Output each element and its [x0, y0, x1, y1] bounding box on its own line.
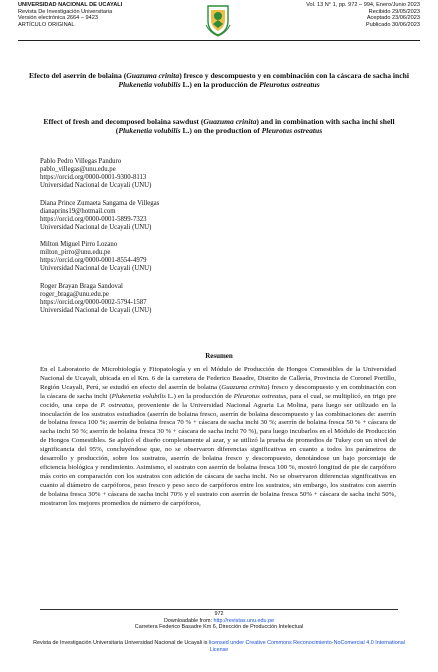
abstract-heading: Resumen: [205, 352, 233, 360]
author-email[interactable]: milton_pirro@unu.edu.pe: [40, 249, 111, 256]
author-affiliation: Universidad Nacional de Ucayali (UNU): [40, 182, 152, 189]
author-email[interactable]: roger_braga@unu.edu.pe: [40, 290, 109, 298]
abstract-species: Plukenetia volubilis: [111, 392, 166, 400]
license-link[interactable]: licensed under Creative Commons Reconocimiento-NoComercial 4.0 International License: [208, 640, 405, 653]
license-text: Revista de Investigación Universitaria Universidad Nacional de Ucayali is: [33, 640, 209, 646]
author-block: [40, 241, 400, 273]
title-en-species: Pleurotus ostreatus: [261, 126, 323, 136]
journal-url-link[interactable]: http://revistas.unu.edu.pe: [213, 617, 274, 624]
footer-divider: [40, 609, 398, 610]
title-english: [28, 117, 410, 136]
author-name: Milton Miguel Pirro Lozano: [40, 241, 118, 248]
author-affiliation: Universidad Nacional de Ucayali (UNU): [40, 265, 152, 272]
author-block: [40, 283, 400, 315]
author-orcid-link[interactable]: https://orcid.org/0000-0002-5794-1587: [40, 298, 147, 306]
accepted-date: Aceptado 23/06/2023: [366, 15, 420, 22]
author-email[interactable]: pablo_villegas@unu.edu.pe: [40, 166, 116, 173]
author-block: [40, 200, 400, 232]
received-date: Recibido 29/05/2023: [368, 8, 420, 15]
title-en-species: Guazuma crinita: [203, 117, 257, 126]
abstract-species: Guazuma crinita: [221, 383, 268, 391]
abstract-species: Pleurotus ostreatus: [233, 392, 287, 400]
abstract-text: ) fresco y descompuesto y en combinación con la cáscara de sacha inchi (: [40, 383, 397, 400]
author-name: Diana Prince Zumaeta Sangama de Villegas: [40, 199, 160, 207]
university-name: UNIVERSIDAD NACIONAL DE UCAYALI: [18, 2, 123, 8]
title-es-species: Guazuma crinita: [126, 71, 180, 80]
author-block: [40, 158, 400, 190]
journal-header-right: [245, 2, 420, 28]
abstract-text: , proveniente de la Universidad Nacional Agraria La Molina, para luego ser utilizado en la inoculación de los sustratos estudiados (aserrín de bolaina fresco, aserrín de bolaina descompuesto y las combinaciones de: aserrín de bolaina fresca 100 %; aserrín de bolaina fresca 70 % + cáscara de sacha inchi 30 %; aserrín de bolaina fresca 50 % + cáscara de sacha inchi 50 %; aserrín de bolaina fresca 30 % + cáscara de sacha inchi 70 %), para luego incubarlos en el Módulo de Producción de Hongos Comestibles. Se aplicó el diseño completamente al azar, y se utilizó la prueba de promedios de Tukey con un nivel de significancia del 95%, concluyéndose que, no se observaron diferencias significativas en cuanto a todos los parámetros de desarrollo y producción, sobre los sustratos, aserrín de bolaina fresco y descompuesto, denotándose un bajo porcentaje de eficiencia biológica y rendimiento. Asimismo, el sustrato con aserrín de bolaina fresca 100 %, mostró longitud de pie de carpóforo más corto en comparación con los sustratos con adición de cáscara de sacha inchi. No se observaron diferencias significativas en cuanto al diámetro de carpóforos, peso fresco y peso seco de carpóforos entre los sustratos, sin embargo, los sustratos con aserrín de bolaina fresca 30% + cáscara de sacha inchi 70% y el sustrato con aserrín de bolaina fresca 50% + cáscara de sacha inchi 50%, mostraron los mejores promedios de número de carpóforos,: [40, 401, 396, 507]
title-en-species: Plukenetia volubilis: [118, 126, 181, 136]
author-orcid-link[interactable]: https://orcid.org/0000-0001-9300-8113: [40, 174, 147, 181]
title-es-species: Plukenetia volubilis: [118, 80, 181, 90]
author-name: Pablo Pedro Villegas Panduro: [40, 158, 122, 165]
title-es-text: L.) en la producción de: [180, 80, 260, 90]
journal-header-left: [18, 2, 188, 28]
title-en-text: ) and in combination with sacha inchi shell (: [115, 117, 395, 136]
volume-info: Vol. 13 N° 1, pp. 972 – 994, Enero/Junio 2023: [306, 2, 420, 8]
title-en-text: L.) on the production of: [180, 126, 262, 136]
author-orcid-link[interactable]: https://orcid.org/0000-0001-8554-4979: [40, 257, 147, 264]
page-number: 972: [214, 611, 224, 617]
author-affiliation: Universidad Nacional de Ucayali (UNU): [40, 306, 152, 314]
header-divider: [18, 40, 420, 41]
title-en-text: Effect of fresh and decomposed bolaina sawdust (: [43, 117, 204, 126]
title-es-text: ) fresco y descompuesto y en combinación con la cáscara de sacha inchi: [179, 71, 409, 80]
published-date: Publicado 30/06/2023: [365, 21, 420, 28]
publisher-address: Carretera Federico Basadre Km 6, Dirección de Producción Intelectual: [134, 624, 304, 631]
license-notice: [24, 640, 414, 654]
page-footer: [0, 611, 438, 631]
abstract-text: En el Laboratorio de Microbiología y Fitopatología y en el Módulo de Producción de Hongos Comestibles de la Universidad Nacional de Ucayali, ubicada en el Km. 6 de la carretera de Federico Basadre, Distrito de Callería, Provincia de Coronel Portillo, Región Ucayali, Perú, se estudió en efecto del aserrín de bolaina (: [40, 366, 396, 391]
abstract-species: P. ostreatus: [100, 401, 133, 409]
title-es-species: Pleurotus ostreatus: [259, 80, 320, 90]
journal-issn: Versión electrónica 2664 – 9423: [18, 15, 98, 22]
title-spanish: [28, 71, 410, 90]
author-orcid-link[interactable]: https://orcid.org/0000-0001-5899-7323: [40, 215, 147, 223]
title-es-text: Efecto del aserrín de bolaina (: [29, 71, 127, 80]
download-line: [0, 618, 438, 625]
author-name: Roger Brayan Braga Sandoval: [40, 282, 123, 290]
abstract-text: , para el cual, se multiplicó, en trigo pre cocido, una cepa de: [40, 392, 396, 409]
download-label: Downloadable from:: [164, 617, 214, 624]
journal-name: Revista De Investigación Universitaria: [18, 8, 113, 15]
abstract-body: [40, 366, 396, 509]
article-type: ARTÍCULO ORIGINAL: [18, 21, 75, 28]
university-logo-icon: [205, 3, 231, 37]
author-list: [40, 158, 400, 324]
author-affiliation: Universidad Nacional de Ucayali (UNU): [40, 223, 152, 231]
author-email[interactable]: dianaprins19@hotmail.com: [40, 207, 116, 215]
abstract-text: L.) en la producción de: [165, 392, 234, 400]
